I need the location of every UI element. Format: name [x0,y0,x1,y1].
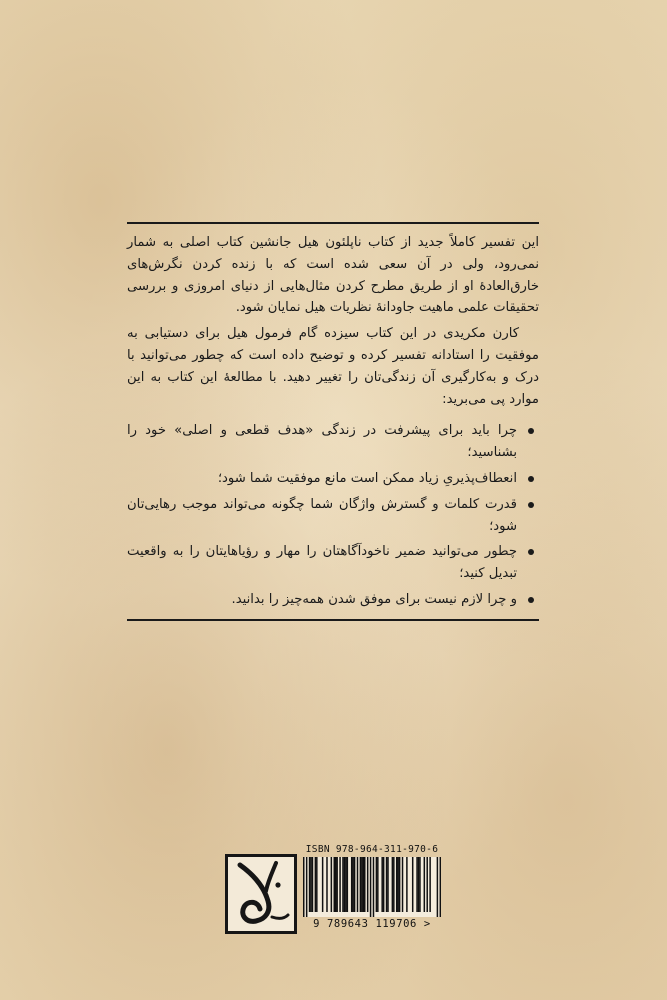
barcode-bar [406,857,408,912]
barcode-bar [386,857,388,912]
barcode-bar [335,857,337,912]
barcode-bar [367,857,369,912]
barcode-bar [419,857,421,912]
barcode-bar [303,857,305,917]
barcode-bar [440,857,441,917]
barcode-bar [437,857,439,917]
barcode-bar [347,857,349,912]
publisher-logo-icon [228,857,294,931]
barcode-number: 9 789643 119706 > [313,918,431,930]
barcode-bar [370,857,372,917]
barcode-bar [399,857,401,912]
barcode-bar [326,857,328,912]
isbn-label: ISBN 978-964-311-970-6 [305,844,439,855]
barcode-bar [360,857,362,912]
barcode-bar [322,857,324,912]
barcode-bar [312,857,314,912]
barcode-bar [339,857,341,912]
bottom-divider [127,619,539,621]
barcode-bar [364,857,366,912]
bullet-item: چرا باید برای پیشرفت در زندگی «هدف قطعی و اصلی» خود را بشناسید؛ [127,420,517,464]
description-block [127,232,539,615]
bullet-item: قدرت کلمات و گسترش واژگان شما چگونه می‌تواند موجب رهایی‌تان شود؛ [127,494,517,538]
barcode-bar [331,857,333,912]
barcode-bar [344,857,346,912]
barcode-bar [357,857,359,912]
barcode-graphic [303,857,441,917]
barcode-bar [352,857,354,912]
barcode-bar [306,857,308,917]
barcode-bar [316,857,318,912]
barcode-bar [351,857,353,912]
barcode-bar [310,857,312,912]
isbn-barcode [301,844,443,934]
barcode-bar [334,857,336,912]
barcode-bar [377,857,379,912]
barcode-bar [342,857,344,912]
barcode-bar [354,857,356,912]
barcode-bar [373,857,375,917]
barcode-bar [392,857,394,912]
bullet-item: انعطاف‌پذیریِ زیاد ممکن است مانع موفقیت شما شود؛ [127,468,517,490]
top-divider [127,222,539,224]
barcode-bar [418,857,420,912]
bullet-item: چطور می‌توانید ضمیر ناخودآگاهتان را مهار و رؤیاهایتان را به واقعیت تبدیل کنید؛ [127,541,517,585]
barcode-bar [383,857,385,912]
barcode-bar [397,857,399,912]
barcode-bar [336,857,338,912]
barcode-bar [412,857,414,912]
barcode-bar [396,857,398,912]
description-paragraph-1: این تفسیر کاملاً جدید از کتاب ناپلئون هیل جانشین کتاب اصلی به شمار نمی‌رود، ولی در آن سعی شده است که با زنده کردن نگرش‌های خارق‌العادهٔ او از طریق مطرح کردن مثال‌هایی از دنیای امروزی و بررسی تحقیقات علمی ماهیت جاودانهٔ نظریات هیل نمایان شود. [127,235,539,316]
bullet-list [127,420,539,610]
barcode-bar [416,857,418,912]
barcode-bar [381,857,383,912]
barcode-bar [361,857,363,912]
barcode-bar [376,857,378,912]
barcode-bar [363,857,365,912]
bullet-item: و چرا لازم نیست برای موفق شدن همه‌چیز را بدانید. [127,589,517,611]
barcode-bar [393,857,395,912]
description-paragraph-2: کارن مکریدی در این کتاب سیزده گام فرمول هیل برای دستیابی به موفقیت را استادانه تفسیر کرده و توضیح داده است که چطور می‌توانید با درک و به‌کارگیری آن زندگی‌تان را تغییر دهید. با مطالعهٔ این کتاب به این موارد پی می‌برید: [127,326,539,407]
barcode-bar [345,857,347,912]
barcode-bar [429,857,431,912]
footer [225,844,443,934]
barcode-bar [402,857,404,912]
barcode-bars [303,857,441,917]
barcode-bar [424,857,426,912]
barcode-bar [309,857,311,912]
barcode-bar [387,857,389,912]
publisher-logo [225,854,297,934]
barcode-bar [426,857,428,912]
barcode-bar [315,857,317,912]
